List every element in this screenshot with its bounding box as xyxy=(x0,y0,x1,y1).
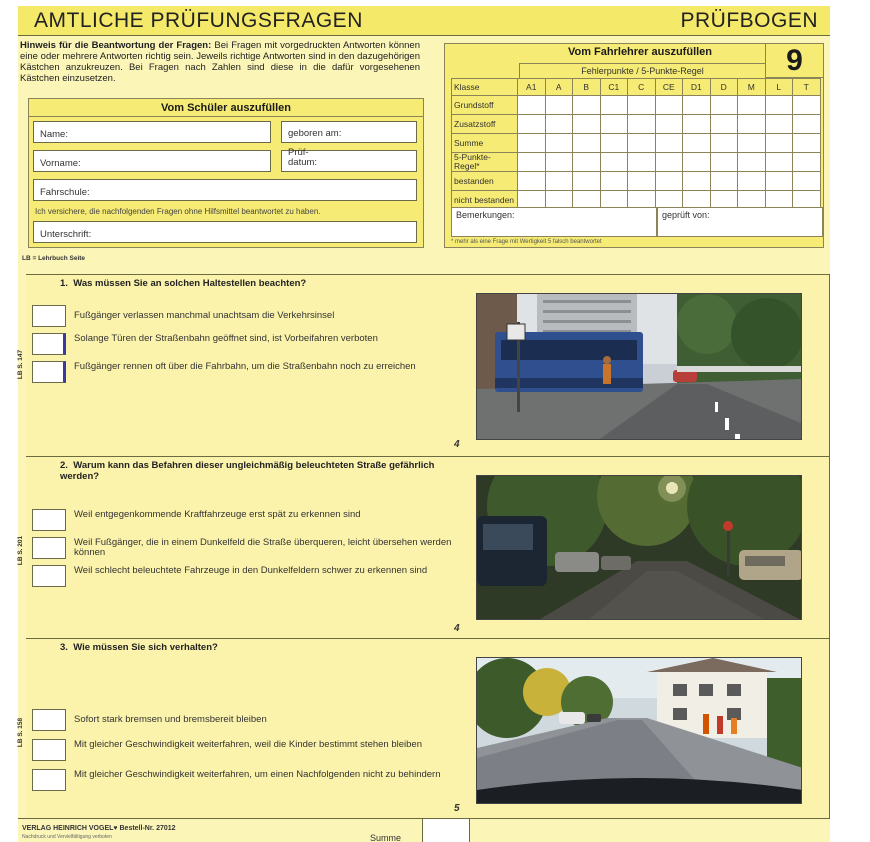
score-cell[interactable] xyxy=(738,96,766,115)
class-t: T xyxy=(793,79,821,96)
score-cell[interactable] xyxy=(600,96,628,115)
score-cell[interactable] xyxy=(765,96,793,115)
question-1-photo xyxy=(476,293,802,440)
class-a1: A1 xyxy=(518,79,546,96)
answer-checkbox[interactable] xyxy=(32,709,66,731)
answer-option xyxy=(32,565,452,587)
answer-text: Mit gleicher Geschwindigkeit weiterfahren, weil die Kinder bestimmt stehen bleiben xyxy=(74,739,422,750)
score-cell[interactable] xyxy=(683,172,711,191)
row-summe xyxy=(452,134,821,153)
birthdate-label: geboren am: xyxy=(288,128,342,139)
question-3-photo xyxy=(476,657,802,804)
score-cell[interactable] xyxy=(600,153,628,172)
birthdate-field[interactable] xyxy=(281,121,417,143)
row-5-punkte-regel xyxy=(452,153,821,172)
score-cell[interactable] xyxy=(738,172,766,191)
score-cell[interactable] xyxy=(655,115,683,134)
class-c1: C1 xyxy=(600,79,628,96)
class-row xyxy=(452,79,821,96)
score-cell[interactable] xyxy=(545,134,573,153)
question-points: 4 xyxy=(454,623,460,634)
score-cell[interactable] xyxy=(710,96,738,115)
question-text: Wie müssen Sie sich verhalten? xyxy=(73,642,218,653)
driving-school-label: Fahrschule: xyxy=(40,187,90,198)
score-cell[interactable] xyxy=(545,96,573,115)
firstname-label: Vorname: xyxy=(40,158,81,169)
sum-field[interactable] xyxy=(422,819,470,842)
sheet-footer xyxy=(18,818,830,842)
copyright-line: Nachdruck und Vervielfältigung verboten xyxy=(22,834,112,840)
score-cell[interactable] xyxy=(600,115,628,134)
score-cell[interactable] xyxy=(683,115,711,134)
scoring-grid xyxy=(451,78,821,210)
score-cell[interactable] xyxy=(710,134,738,153)
checked-by-field[interactable]: geprüft von: xyxy=(657,207,823,237)
score-cell[interactable] xyxy=(655,172,683,191)
lb-reference: LB S. 158 xyxy=(17,717,25,748)
score-cell[interactable] xyxy=(765,172,793,191)
question-2 xyxy=(17,456,830,638)
score-cell[interactable] xyxy=(518,115,546,134)
sheet-header xyxy=(18,6,830,36)
score-cell[interactable] xyxy=(710,153,738,172)
sheet-type: PRÜFBOGEN xyxy=(680,9,818,32)
score-cell[interactable] xyxy=(793,172,821,191)
score-cell[interactable] xyxy=(683,134,711,153)
row-label: Zusatzstoff xyxy=(452,115,518,134)
answer-text: Solange Türen der Straßenbahn geöffnet sind, ist Vorbeifahren verboten xyxy=(74,333,378,344)
answer-checkbox[interactable] xyxy=(32,333,66,355)
answer-option xyxy=(32,537,452,559)
answer-hint xyxy=(20,40,420,84)
question-text: Was müssen Sie an solchen Haltestellen beachten? xyxy=(73,278,307,289)
score-cell[interactable] xyxy=(793,153,821,172)
score-cell[interactable] xyxy=(655,96,683,115)
question-1-title xyxy=(60,278,460,289)
score-cell[interactable] xyxy=(628,153,656,172)
score-cell[interactable] xyxy=(545,153,573,172)
score-cell[interactable] xyxy=(765,153,793,172)
score-cell[interactable] xyxy=(573,172,601,191)
score-cell[interactable] xyxy=(518,172,546,191)
class-b: B xyxy=(573,79,601,96)
lb-legend: LB = Lehrbuch Seite xyxy=(22,255,86,262)
score-cell[interactable] xyxy=(573,115,601,134)
question-number: 3. xyxy=(60,642,68,653)
student-heading: Vom Schüler auszufüllen xyxy=(29,99,423,117)
answer-option xyxy=(32,333,452,355)
score-cell[interactable] xyxy=(683,96,711,115)
score-cell[interactable] xyxy=(628,134,656,153)
error-points-heading: Fehlerpunkte / 5-Punkte-Regel xyxy=(519,63,765,78)
row-label: nicht bestanden xyxy=(452,191,518,210)
answer-checkbox[interactable] xyxy=(32,361,66,383)
row-bestanden xyxy=(452,172,821,191)
name-label: Name: xyxy=(40,129,68,140)
class-m: M xyxy=(738,79,766,96)
class-l: L xyxy=(765,79,793,96)
score-cell[interactable] xyxy=(545,172,573,191)
sheet-number: 9 xyxy=(765,44,823,78)
score-cell[interactable] xyxy=(683,153,711,172)
answer-checkbox[interactable] xyxy=(32,739,66,761)
score-cell[interactable] xyxy=(793,134,821,153)
score-cell[interactable] xyxy=(710,172,738,191)
sum-label: Summe xyxy=(370,833,402,842)
signature-label: Unterschrift: xyxy=(40,229,92,240)
answer-text: Weil Fußgänger, die in einem Dunkelfeld die Straße überqueren, leicht übersehen werden können xyxy=(74,537,452,558)
lb-reference: LB S. 147 xyxy=(17,349,25,380)
firstname-field[interactable] xyxy=(33,150,271,172)
class-c: C xyxy=(628,79,656,96)
declaration-text: Ich versichere, die nachfolgenden Fragen ohne Hilfsmittel beantwortet zu haben. xyxy=(35,207,321,216)
answer-checkbox[interactable] xyxy=(32,509,66,531)
teacher-section xyxy=(444,43,824,248)
answer-checkbox[interactable] xyxy=(32,305,66,327)
question-3-title xyxy=(60,642,460,653)
sheet-title: AMTLICHE PRÜFUNGSFRAGEN xyxy=(34,9,363,32)
class-d: D xyxy=(710,79,738,96)
row-label: 5-Punkte-Regel* xyxy=(452,153,518,172)
teacher-footnote: * mehr als eine Frage mit Wertigkeit 5 falsch beantwortet xyxy=(451,239,602,245)
score-cell[interactable] xyxy=(738,115,766,134)
score-cell[interactable] xyxy=(655,153,683,172)
publisher-line: VERLAG HEINRICH VOGEL♥ Bestell-Nr. 27012 xyxy=(22,825,176,832)
row-zusatzstoff xyxy=(452,115,821,134)
score-cell[interactable] xyxy=(600,134,628,153)
answer-text: Sofort stark bremsen und bremsbereit bleiben xyxy=(74,714,267,725)
score-cell[interactable] xyxy=(518,96,546,115)
answer-checkbox[interactable] xyxy=(32,565,66,587)
dark-street-scene xyxy=(477,476,802,620)
answer-text: Mit gleicher Geschwindigkeit weiterfahren, um einen Nachfolgenden nicht zu behindern xyxy=(74,769,441,780)
row-label: Grundstoff xyxy=(452,96,518,115)
score-cell[interactable] xyxy=(600,172,628,191)
remarks-row xyxy=(451,207,823,237)
answer-option xyxy=(32,709,452,731)
signature-field[interactable] xyxy=(33,221,417,243)
score-cell[interactable] xyxy=(738,134,766,153)
name-field[interactable] xyxy=(33,121,271,143)
answer-option xyxy=(32,305,452,327)
score-cell[interactable] xyxy=(738,153,766,172)
score-cell[interactable] xyxy=(628,115,656,134)
score-cell[interactable] xyxy=(655,134,683,153)
question-number: 2. xyxy=(60,460,68,471)
row-label: bestanden xyxy=(452,172,518,191)
score-cell[interactable] xyxy=(793,96,821,115)
exam-date-field[interactable] xyxy=(281,147,417,172)
question-points: 4 xyxy=(454,439,460,450)
answer-text: Fußgänger verlassen manchmal unachtsam die Verkehrsinsel xyxy=(74,310,335,321)
answer-option xyxy=(32,739,452,761)
score-cell[interactable] xyxy=(628,96,656,115)
remarks-field[interactable]: Bemerkungen: xyxy=(451,207,657,237)
answer-text: Weil entgegenkommende Kraftfahrzeuge erst spät zu erkennen sind xyxy=(74,509,361,520)
class-d1: D1 xyxy=(683,79,711,96)
hint-text: Bei Fragen mit vorgedruckten Antworten können eine oder mehrere Antworten richtig sein. Jeweils richtige Antworten sind in den dazugehörigen Kästchen anzukreuzen. Bei Fragen nach Zahlen sind diese in die dafür vorgesehenen Kästchen einzusetzen. xyxy=(20,40,420,84)
class-label: Klasse xyxy=(452,79,518,96)
score-cell[interactable] xyxy=(573,134,601,153)
score-cell[interactable] xyxy=(545,115,573,134)
question-3 xyxy=(17,638,830,818)
answer-checkbox[interactable] xyxy=(32,537,66,559)
score-cell[interactable] xyxy=(765,134,793,153)
tram-stop-scene xyxy=(477,294,802,440)
question-points: 5 xyxy=(454,803,460,814)
exam-date-label: Prüf-datum: xyxy=(288,147,318,168)
row-grundstoff xyxy=(452,96,821,115)
answer-option xyxy=(32,361,452,383)
class-ce: CE xyxy=(655,79,683,96)
score-cell[interactable] xyxy=(765,115,793,134)
answer-option xyxy=(32,769,452,791)
score-cell[interactable] xyxy=(518,134,546,153)
student-section xyxy=(28,98,424,248)
score-cell[interactable] xyxy=(518,153,546,172)
teacher-heading: Vom Fahrlehrer auszufüllen xyxy=(567,46,713,58)
driving-school-field[interactable] xyxy=(33,179,417,201)
class-a: A xyxy=(545,79,573,96)
question-number: 1. xyxy=(60,278,68,289)
score-cell[interactable] xyxy=(573,96,601,115)
score-cell[interactable] xyxy=(628,172,656,191)
answer-checkbox[interactable] xyxy=(32,769,66,791)
hint-heading: Hinweis für die Beantwortung der Fragen: xyxy=(20,40,212,51)
answer-text: Weil schlecht beleuchtete Fahrzeuge in den Dunkelfeldern schwer zu erkennen sind xyxy=(74,565,428,576)
question-2-title xyxy=(60,460,460,482)
answer-text: Fußgänger rennen oft über die Fahrbahn, um die Straßenbahn noch zu erreichen xyxy=(74,361,416,372)
score-cell[interactable] xyxy=(710,115,738,134)
row-label: Summe xyxy=(452,134,518,153)
answer-option xyxy=(32,509,452,531)
score-cell[interactable] xyxy=(573,153,601,172)
lb-reference: LB S. 201 xyxy=(17,535,25,566)
question-1 xyxy=(17,274,830,456)
children-street-scene xyxy=(477,658,802,804)
score-cell[interactable] xyxy=(793,115,821,134)
question-text: Warum kann das Befahren dieser ungleichmäßig beleuchteten Straße gefährlich werden? xyxy=(60,460,435,482)
question-2-photo xyxy=(476,475,802,620)
